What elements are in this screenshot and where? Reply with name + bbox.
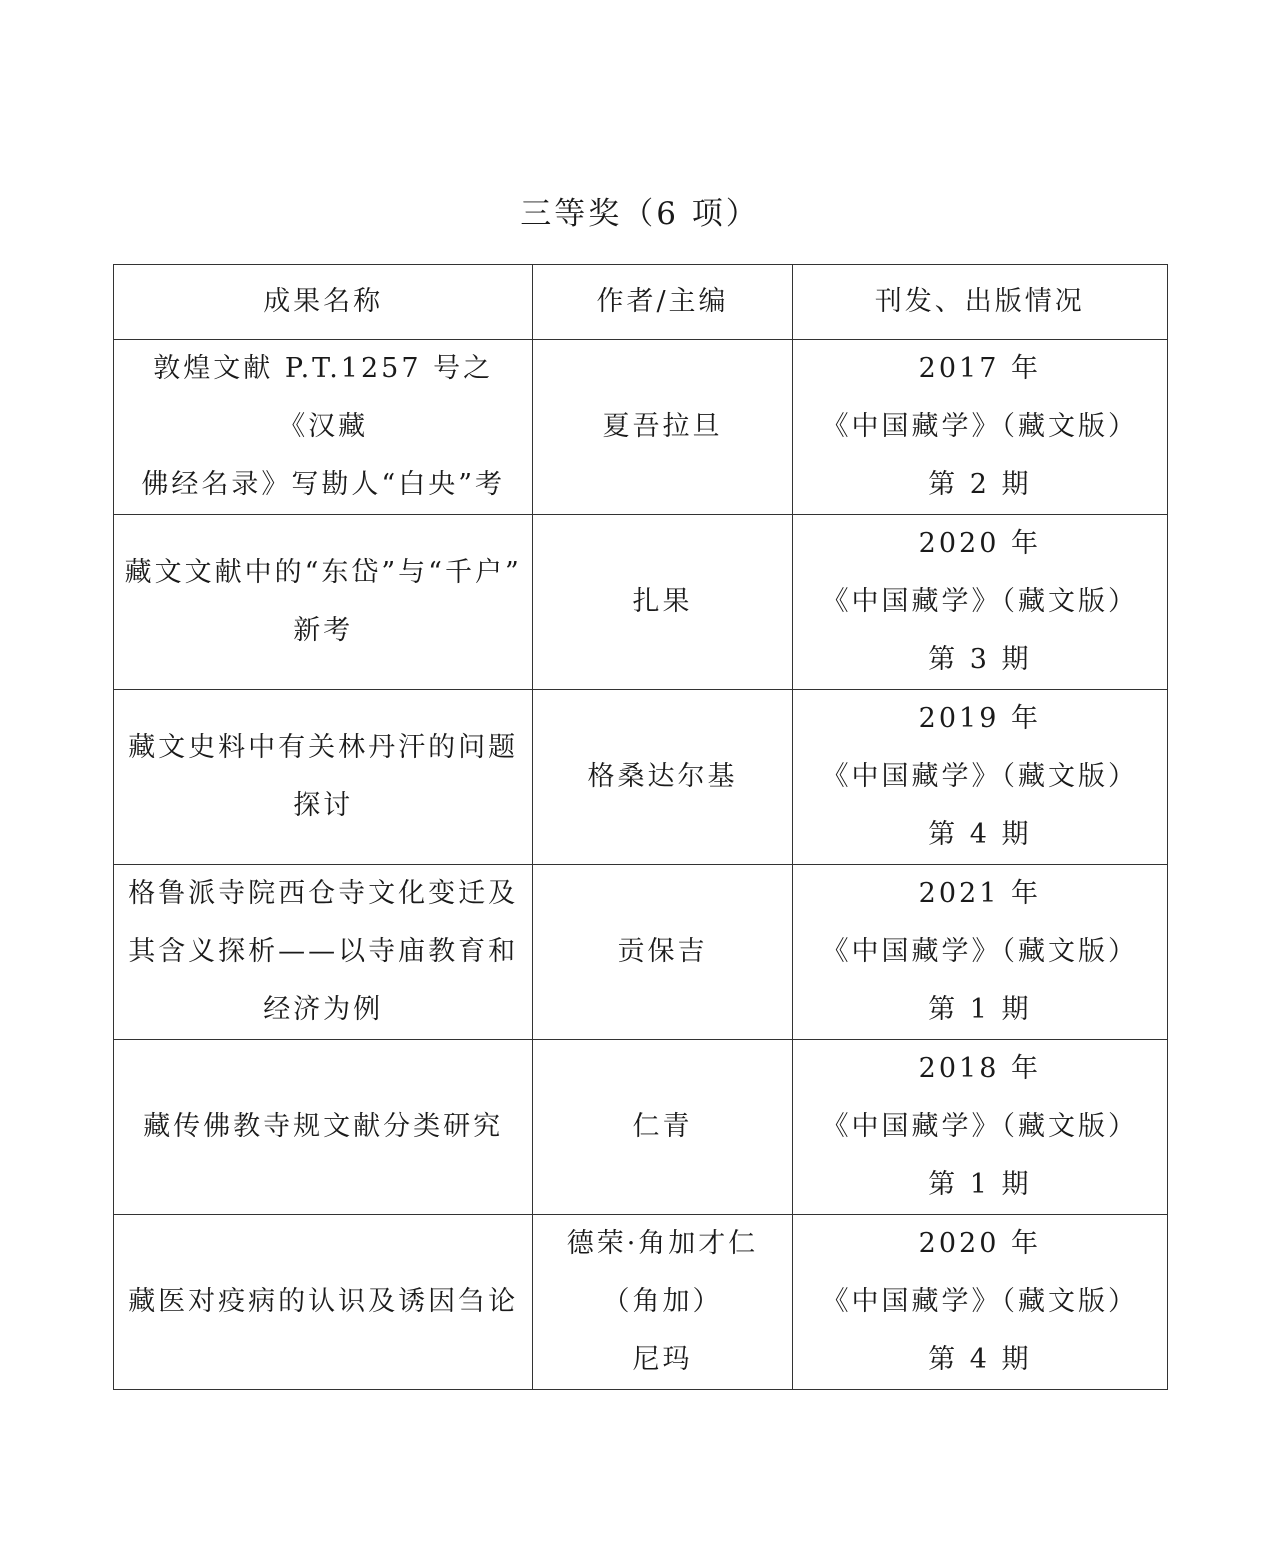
table-row	[114, 690, 1168, 865]
work-title-cell	[114, 865, 533, 1040]
publication-journal: 《中国藏学》（藏文版）	[821, 586, 1139, 617]
author-line: 扎果	[632, 586, 693, 617]
header-title: 成果名称	[114, 265, 533, 340]
awards-table	[113, 264, 1168, 1390]
publication-issue: 第 1 期	[928, 994, 1032, 1025]
work-title-line: 格鲁派寺院西仓寺文化变迁及	[128, 878, 519, 909]
table-row	[114, 340, 1168, 515]
publication-issue: 第 4 期	[928, 819, 1032, 850]
publication-issue: 第 3 期	[928, 644, 1032, 675]
publication-journal: 《中国藏学》（藏文版）	[821, 936, 1139, 967]
author-cell	[533, 340, 792, 515]
table-row	[114, 515, 1168, 690]
publication-year: 2020 年	[918, 528, 1041, 559]
publication-journal: 《中国藏学》（藏文版）	[821, 411, 1139, 442]
publication-journal: 《中国藏学》（藏文版）	[821, 761, 1139, 792]
work-title-cell	[114, 690, 533, 865]
publication-cell	[792, 515, 1167, 690]
work-title-line: 敦煌文献 P.T.1257 号之《汉藏	[153, 353, 494, 442]
author-cell	[533, 865, 792, 1040]
author-cell	[533, 1215, 792, 1390]
work-title-line: 藏文文献中的“东岱”与“千户”	[124, 557, 522, 588]
publication-cell	[792, 340, 1167, 515]
table-row	[114, 865, 1168, 1040]
author-line: 尼玛	[632, 1344, 693, 1375]
work-title-line: 藏传佛教寺规文献分类研究	[143, 1111, 504, 1142]
table-row	[114, 1040, 1168, 1215]
publication-year: 2018 年	[918, 1053, 1041, 1084]
work-title-line: 藏医对疫病的认识及诱因刍论	[128, 1286, 519, 1317]
work-title-line: 探讨	[293, 790, 354, 821]
table-row	[114, 1215, 1168, 1390]
author-line: 贡保吉	[617, 936, 708, 967]
work-title-cell	[114, 1040, 533, 1215]
work-title-line: 新考	[293, 615, 354, 646]
header-author: 作者/主编	[533, 265, 792, 340]
publication-issue: 第 4 期	[928, 1344, 1032, 1375]
author-cell	[533, 515, 792, 690]
author-line: 夏吾拉旦	[602, 411, 723, 442]
publication-cell	[792, 1040, 1167, 1215]
author-line: （角加）	[602, 1286, 723, 1317]
publication-cell	[792, 865, 1167, 1040]
publication-issue: 第 1 期	[928, 1169, 1032, 1200]
author-cell	[533, 690, 792, 865]
publication-year: 2019 年	[918, 703, 1041, 734]
publication-journal: 《中国藏学》（藏文版）	[821, 1111, 1139, 1142]
publication-year: 2020 年	[918, 1228, 1041, 1259]
author-cell	[533, 1040, 792, 1215]
publication-cell	[792, 690, 1167, 865]
author-line: 格桑达尔基	[587, 761, 738, 792]
work-title-line: 藏文史料中有关林丹汗的问题	[128, 732, 519, 763]
page-title: 三等奖（6 项）	[520, 196, 760, 232]
header-publication: 刊发、出版情况	[792, 265, 1167, 340]
work-title-line: 经济为例	[263, 994, 384, 1025]
publication-journal: 《中国藏学》（藏文版）	[821, 1286, 1139, 1317]
publication-year: 2021 年	[918, 878, 1041, 909]
author-line: 德荣·角加才仁	[566, 1228, 759, 1259]
publication-issue: 第 2 期	[928, 469, 1032, 500]
work-title-cell	[114, 1215, 533, 1390]
author-line: 仁青	[632, 1111, 693, 1142]
publication-year: 2017 年	[918, 353, 1041, 384]
table-header-row	[114, 265, 1168, 340]
work-title-line: 佛经名录》写勘人“白央”考	[141, 469, 505, 500]
work-title-cell	[114, 515, 533, 690]
work-title-line: 其含义探析——以寺庙教育和	[128, 936, 519, 967]
work-title-cell	[114, 340, 533, 515]
publication-cell	[792, 1215, 1167, 1390]
